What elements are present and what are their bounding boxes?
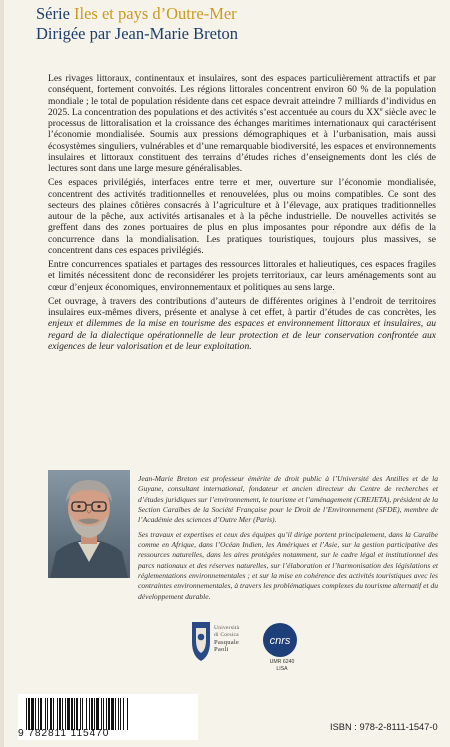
- author-photo: [48, 470, 130, 578]
- author-bio-paragraph-2: Ses travaux et expertises et ceux des équipes qu’il dirige portent principalement, dans la Caraïbe comme en Afrique, dans l’Océan Indien, les Amériques et l’Asie, sur la gestion participative des ressources naturelles, dans les aires protégées notamment, sur le cadre légal et institutionnel des parcs nationaux et des réserves naturelles, sur l’élaboration et l’harmonisation des législations et réglementations environnementales ; et sur la mise en cohérence des activités touristiques avec les contraintes environnementales, à travers les problématiques complexes du tourisme alternatif et du développement durable.: [138, 529, 439, 601]
- century-superscript: e: [379, 106, 383, 113]
- barcode-bar: [71, 698, 73, 730]
- blurb-paragraph-3: Entre concurrences spatiales et partages des ressources littorales et halieutiques, ces espaces fragiles et limités nécessitent donc de reconsidérer les projets territoriaux, car leurs aménagements sont au cœur d’enjeux économiques, environnementaux et politiques au sens large.: [48, 259, 436, 293]
- blurb-paragraph-1: [48, 73, 436, 174]
- barcode-bar: [89, 698, 90, 730]
- blurb-p4-emphasis: enjeux et dilemmes de la mise en tourisme des espaces et environnement littoraux et insulaires, au regard de la dialectique opérationnelle de leur protection et de leur conservation confrontée aux exigences de leur valorisation et de leur exploitation.: [48, 318, 436, 352]
- barcode-bar: [53, 698, 54, 730]
- barcode-bar: [65, 698, 66, 730]
- series-prefix: Série: [36, 4, 70, 23]
- barcode-bar: [123, 698, 124, 730]
- century-numeral: XX: [366, 106, 380, 118]
- series-director: Dirigée par Jean-Marie Breton: [36, 24, 239, 43]
- barcode-bar: [80, 698, 81, 730]
- cnrs-logo: [262, 622, 298, 658]
- barcode-bar: [76, 698, 78, 730]
- barcode-bar: [74, 698, 75, 730]
- barcode-bar: [67, 698, 70, 730]
- barcode-bar: [62, 698, 63, 730]
- corsica-line-2: di Corsica: [214, 632, 239, 638]
- barcode-bar: [118, 698, 119, 730]
- barcode-bar: [115, 698, 116, 730]
- corsica-line-4: Paoli: [214, 646, 229, 653]
- barcode-bar: [57, 698, 58, 730]
- barcode-bar: [35, 698, 36, 730]
- barcode-bar: [59, 698, 61, 730]
- barcode-bar: [106, 698, 107, 730]
- author-portrait-image: [48, 470, 130, 578]
- barcode-bar: [101, 698, 102, 730]
- barcode-bar: [91, 698, 93, 730]
- series-title: [36, 4, 436, 24]
- barcode-bar: [38, 698, 39, 730]
- author-bio-paragraph-1: Jean-Marie Breton est professeur émérite de droit public à l’Université des Antilles et de la Guyane, consultant international, fondateur et ancien directeur du Centre de recherches et d’études juridiques sur l’environnement, le tourisme et l’aménagement (CREJETA), président de la Section Caraïbes de la Société Française pour le Droit de l’Environnement (SFDE), membre de l’Académie des sciences d’Outre Mer (Paris).: [138, 474, 438, 525]
- corsica-line-1: Università: [214, 625, 240, 631]
- blurb-p1-part-a: Les rivages littoraux, continentaux et insulaires, sont des espaces particulièrement attractifs et par conséquent, fortement convoités. Les régions littorales concentrent environ 60 % de la population mondiale ; le total de population résidente dans cet espace devrait atteindre 7 milliards d’individus en 2025. La concentration des populations et des activités s’est accentuée au cours du: [48, 73, 436, 118]
- barcode-bar: [31, 698, 34, 730]
- blurb-paragraph-4: [48, 296, 436, 352]
- barcode-bars: [24, 698, 172, 730]
- umr-line-2: LISA: [276, 665, 288, 672]
- barcode-number: 9 782811 115470: [18, 728, 110, 739]
- isbn-label: ISBN : 978-2-8111-1547-0: [330, 722, 438, 732]
- barcode-bar: [127, 698, 128, 730]
- barcode-bar: [47, 698, 48, 730]
- barcode-bar: [40, 698, 42, 730]
- barcode-bar: [96, 698, 99, 730]
- cover-edge: [0, 0, 4, 747]
- barcode: [18, 694, 198, 740]
- umr-line-1: UMR 6240: [269, 659, 295, 665]
- series-name: Iles et pays d’Outre-Mer: [74, 4, 237, 23]
- umr-label: [262, 659, 302, 672]
- blurb-paragraph-2: Ces espaces privilégiés, interfaces entre terre et mer, ouverture sur l’économie mondialisée, concentrent des activités traditionnelles et renouvelées, plus ou moins compatibles. Ce sont des secteurs des plaines côtières consacrés à l’agriculture et à l’élevage, aux pratiques traditionnelles autour de la pêche, aux activités artisanales et à la pêche industrielle. De nouvelles activités se greffent dans des zones portuaires de plus en plus imposantes pour répondre aux défis de la concurrence dans la mondialisation. Les pratiques touristiques, toujours plus massives, se concentrent dans ces espaces privilégiés.: [48, 177, 436, 256]
- barcode-bar: [82, 698, 83, 730]
- author-biography: [138, 474, 438, 606]
- cnrs-logo-text: cnrs: [269, 635, 291, 647]
- barcode-bar: [86, 698, 87, 730]
- back-cover-blurb: [48, 73, 436, 352]
- barcode-bar: [103, 698, 104, 730]
- barcode-bar: [45, 698, 46, 730]
- corsica-line-3: Pasquale: [214, 639, 240, 646]
- barcode-bar: [26, 698, 27, 730]
- barcode-bar: [120, 698, 121, 730]
- blurb-p4-part-a: Cet ouvrage, à travers des contributions d’auteurs de différentes origines à l’endroit de territoires insulaires eux-mêmes divers, présente et analyse à cet effet, à partir d’études de cas concrètes, les: [48, 295, 436, 318]
- barcode-bar: [28, 698, 30, 730]
- barcode-bar: [111, 698, 114, 730]
- barcode-bar: [108, 698, 110, 730]
- barcode-bar: [94, 698, 95, 730]
- series-header: [36, 4, 436, 44]
- barcode-bar: [50, 698, 52, 730]
- blurb-p1-part-b: siècle avec le processus de littoralisation et la croissance des échanges maritimes internationaux qui caractérisent l’économie mondialisée. Soumis aux pressions démographiques et à l’urbanisation, mais aussi écosystèmes singuliers, vulnérables et d’une remarquable biodiversité, les espaces et environnements insulaires et littoraux constituent des terrains d’études riches d’enseignements dont les clés de lectures sont dans une large mesure généralisables.: [48, 106, 437, 174]
